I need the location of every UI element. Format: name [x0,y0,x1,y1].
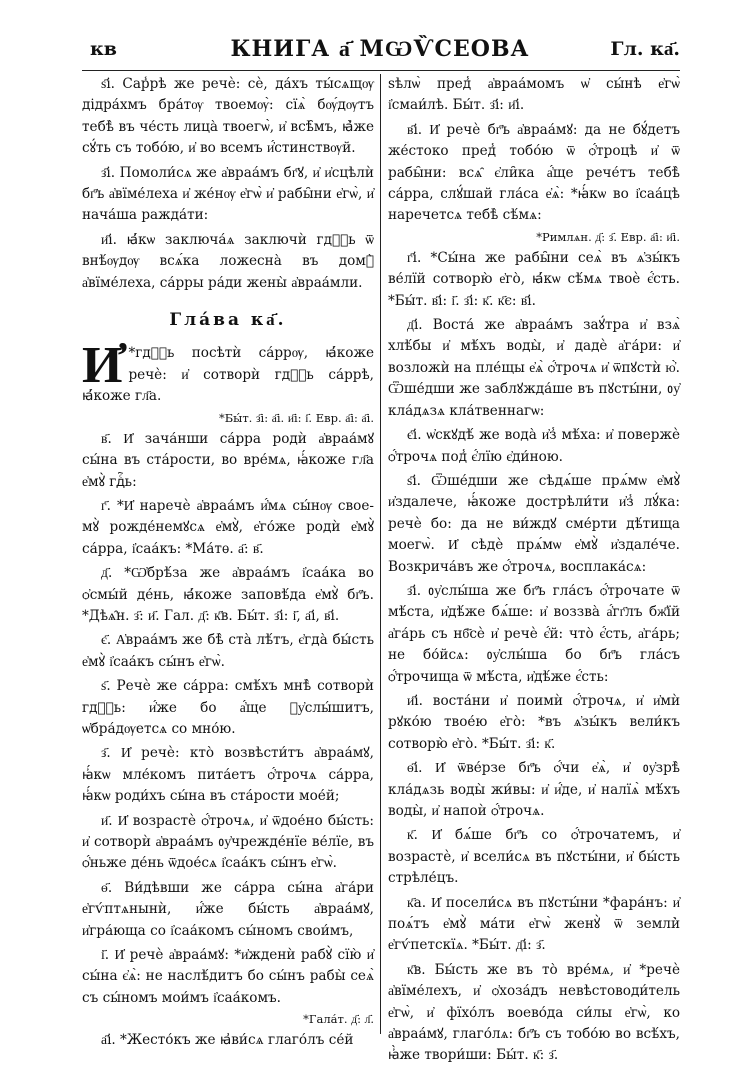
column-divider [380,74,381,1034]
header-rule [82,70,680,71]
verse-16: ѕ҃і. Ѿше́дши же сѣдѧ́ше прѧ́мѡ е҆мꙋ̀ и҆здалече, ꙗ҆́коже дострѣли́ти и҆з̾ лꙋ́ка: речѐ бо: да не ви́ждꙋ сме́рти дѣ́тища моегѡ̀. И҆ сѣдѐ прѧ́мѡ е҆мꙋ̀ и҆здале́че. Возкрича́въ же ѻ҆́трочѧ, восплака́сѧ: [388,472,680,575]
verse-10: і҃. И҆ речѐ а҆враа́мꙋ: *и҆жденѝ рабꙋ̀ сїю̀ и҆ сы́на є҆ѧ̀: не наслѣ́дитъ бо сы́нъ рабы̀ сеѧ̀ съ сы́номъ мои́мъ і҆саа́комъ. [82,947,374,1006]
verse-18: и҃і. воста́ни и҆ поимѝ ѻ҆́трочѧ, и҆ и҆мѝ рꙋко́ю твое́ю е҆го̀: *въ ѧ҆зы́къ вели́къ сотворю̀ е҆го̀. *Бы́т. з҃і: к҃. [388,692,680,752]
verse-20: к҃. И҆ бѧ́ше бг҃ъ со ѻ҆́трочатемъ, и҆ возрастѐ, и҆ всели́сѧ въ пꙋсты́ни, и҆ бы́сть стрѣле́цъ. [388,827,680,887]
verse-15: є҃і. ѡ҆скꙋдѣ́ же вода̀ и҆з̾ мѣ́ха: и҆ повержѐ ѻ҆́трочѧ под̾ є҆́лїю є҆ди́ною. [388,427,680,465]
verse-18: и҃і. ꙗ҆́кѡ заключа́ѧ заключѝ гдⷭ҇ь ѿ внѣ́ѹдѹ всѧ́ка ложесна̀ въ домꙋ̀ а҆вїме́леха, са́рры ра́ди жены̀ а҆враа́мли. [82,231,374,291]
verse-11: а҃і. *Жесто́къ же ꙗ҆ви́сѧ глаго́лъ се́й [101,1032,354,1049]
cross-reference: *Гала́т. д҃: л҃. [303,1012,374,1027]
cross-reference: *Бы́т. з҃і: а҃і. и҃і: і҃. Евр. а҃і: а҃і. [218,410,374,425]
chapter-indicator: Гл. ка҃. [610,38,680,60]
verse-13: г҃і. *Сы́на же рабы̑ни сеѧ̀ въ ѧ҆зы́къ ве́лїй сотворю̀ е҆го̀, ꙗ҆́кѡ сѣ́мѧ твоѐ є҆́сть. *Бы́т. в҃і: і҃. з҃і: к҃. к҃є: в҃і. [388,249,680,309]
verse-7: з҃. И҆ речѐ: кто̀ возвѣсти́тъ а҆враа́мꙋ, ꙗ҆́кѡ мле́комъ пита́етъ ѻ҆́трочѧ са́рра, ꙗ҆́кѡ роди́хъ сы́на въ ста́рости мое́й; [82,745,374,805]
cross-reference: *Римлѧн. д҃: з҃. Евр. а҃і: и҃і. [536,229,680,244]
verse-5: є҃. А҆враа́мъ же бѣ̀ ста̀ лѣ́тъ, є҆гда̀ бы́сть е҆мꙋ̀ і҆саа́къ сы́нъ е҆гѡ̀. [82,632,374,670]
dropcap: И҆ [82,334,123,396]
verse-17: з҃і. ᲂу҆слы́ша же бг҃ъ гла́съ ѻ҆́трочате ѿ мѣ́ста, и҆дѣ́же бѧ́ше: и҆ воззва̀ а҆́гг҃лъ бж҃їй а҆га́рь съ нб҃сѐ и҆ речѐ є҆́й: что̀ є҆́сть, а҆га́рь; не бо́йсѧ: ᲂу҆слы́ша бо бг҃ъ гла́съ ѻ҆́трочища ѿ мѣ́ста, и҆дѣ́же є҆́сть: [388,582,680,685]
verse-8: и҃. И҆ возрастѐ ѻ҆́трочѧ, и҆ ѿдое́но бы́сть: и҆ сотворѝ а҆враа́мъ ᲂу҆чрежде́нїе ве́лїе, въ ѻ҆́ньже де́нь ѿдое́сѧ і҆саа́къ сы́нъ е҆гѡ̀. [82,812,374,872]
verse-14: д҃і. Воста́ же а҆враа́мъ заꙋ́тра и҆ взѧ̀ хлѣ́бы и҆ мѣ́хъ воды̀, и҆ дадѐ а҆га́ри: и҆ возложѝ на пле́щы е҆ѧ̀ ѻ҆́трочѧ и҆ ѿпꙋстѝ ю҆̀. Ѿше́дши же заблꙋжда́ше въ пꙋсты́ни, ᲂу҆ кла́дѧзѧ кла́твеннагѡ: [388,317,680,419]
verse-19: ѳ҃і. И҆ ѿве́рзе бг҃ъ ѻ҆́чи е҆ѧ̀, и҆ ᲂу҆зрѣ̀ кла́дѧзь воды̀ жи́вы: и҆ и҆́де, и҆ налїѧ̀ мѣ́хъ воды̀, и҆ напоѝ ѻ҆́трочѧ. [388,760,680,819]
running-title: КНИГА а҃ МѠѶСЕОВА [230,36,530,62]
verse-16: ѕ҃і. Сар̾рѣ же речѐ: сѐ, да́хъ ты́сѧщѹ дідра́хмъ бра́тѹ твоемѹ̀: сїѧ̀ бѹ́дѹтъ тебѣ̀ въ че́сть лица̀ твоегѡ̀, и҆ всѣ̑мъ, ꙗ҆̀же сꙋ́ть съ тобо́ю, и҆ во всемъ и҆́стинствѹй. [82,76,374,157]
verse-9: ѳ҃. Ви́дѣвши же са́рра сы́на а҆га́ри е҆гѵ́птѧнынѝ, и҆́же бы́сть а҆враа́мꙋ, и҆гра́юща со і҆саа́комъ сы́номъ свои́мъ, [82,879,374,939]
verse-22: к҃в. Бы́сть же въ то̀ вре́мѧ, и҆ *речѐ а҆вїме́лехъ, и҆ ѻ҆хоза́дъ невѣстоводи́тель е҆гѡ̀, и҆ фїхо́лъ воево́да си́лы е҆гѡ̀, ко а҆враа́мꙋ, глаго́лѧ: бг҃ъ съ тобо́ю во всѣ́хъ, ꙗ҆̀же твори́ши: Бы́т. к҃: з҃. [388,961,680,1064]
verse-17: з҃і. Помоли́сѧ же а҆враа́мъ бг҃ꙋ, и҆ и҆сцѣлѝ бг҃ъ а҆вїме́леха и҆ же́нѹ е҆гѡ̀ и҆ рабы̑ни е҆гѡ̀, и҆ нача́ша ражда́ти: [82,164,374,224]
page-number: кв [90,38,117,60]
verse-3: г҃. *И҆ наречѐ а҆враа́мъ и҆́мѧ сы́нѹ своемꙋ̀ рожде́немꙋсѧ е҆мꙋ̀, е҆го́же родѝ е҆мꙋ̀ са́рра, і҆саа́къ: *Ма́тѳ. а҃: в҃. [82,497,374,557]
verse-4: д҃. *Ѡ҆брѣ́за же а҆враа́мъ і҆саа́ка во ѻ҆смы́й де́нь, ꙗ҆́коже заповѣ́да е҆мꙋ̀ бг҃ъ. *Дѣѧ̑н. з҃: и҃. Гал. д҃: к҃в. Бы́т. з҃і: і҃, а҃і, в҃і. [82,565,374,624]
page-header [80,36,680,68]
verse-11-continued: ѕѣлѡ̀ пред̾ а҆враа́момъ ѡ҆ сы́нѣ е҆гѡ̀ і҆смаи́лѣ. Бы́т. з҃і: и҃і. [388,76,680,114]
chapter-title: Гла́ва ка҃. [169,310,287,331]
verse-1 [82,334,374,407]
verse-12: в҃і. И҆ речѐ бг҃ъ а҆враа́мꙋ: да не бꙋ́детъ же́стоко пред̾ тобо́ю ѿ ѻ҆́троцѣ и҆ ѿ рабы̑ни: всѧ̑ є҆ли̑ка а҆́ще рече́тъ тебѣ̀ са́рра, слꙋ́шай гла́са е҆ѧ̀: *ꙗ҆́кѡ во і҆саа́цѣ наречетсѧ тебѣ̀ сѣ́мѧ: [388,121,680,224]
left-column [82,74,374,1055]
right-column [388,74,680,1070]
verse-21: к҃а. И҆ посели́сѧ въ пꙋсты́ни *фара́нъ: и҆ поѧ́тъ е҆мꙋ̀ ма́ти е҆гѡ̀ женꙋ̀ ѿ земли̇̀ е҆гѵ́петскїѧ. *Бы́т. д҃і: з҃. [388,894,680,954]
verse-6: ѕ҃. Речѐ же са́рра: смѣ́хъ мнѣ̀ сотворѝ гдⷭ҇ь: и҆́же бо а҆́ще ᲂу҆слы́шитъ, ѡ҆бра́дѹетсѧ со мно́ю. [82,678,374,737]
verse-1-text: *гдⷭ҇ь посѣтѝ са́ррѹ, ꙗ҆́коже речѐ: и҆ сотворѝ гдⷭ҇ь са́ррѣ, ꙗ҆́коже гл҃а. [82,345,374,405]
verse-2: в҃. И҆ зача́нши са́рра родѝ а҆враа́мꙋ сы́на въ ста́рости, во вре́мѧ, ꙗ҆́коже гл҃а е҆мꙋ̀ гдⷭ҇ь: [82,430,374,490]
